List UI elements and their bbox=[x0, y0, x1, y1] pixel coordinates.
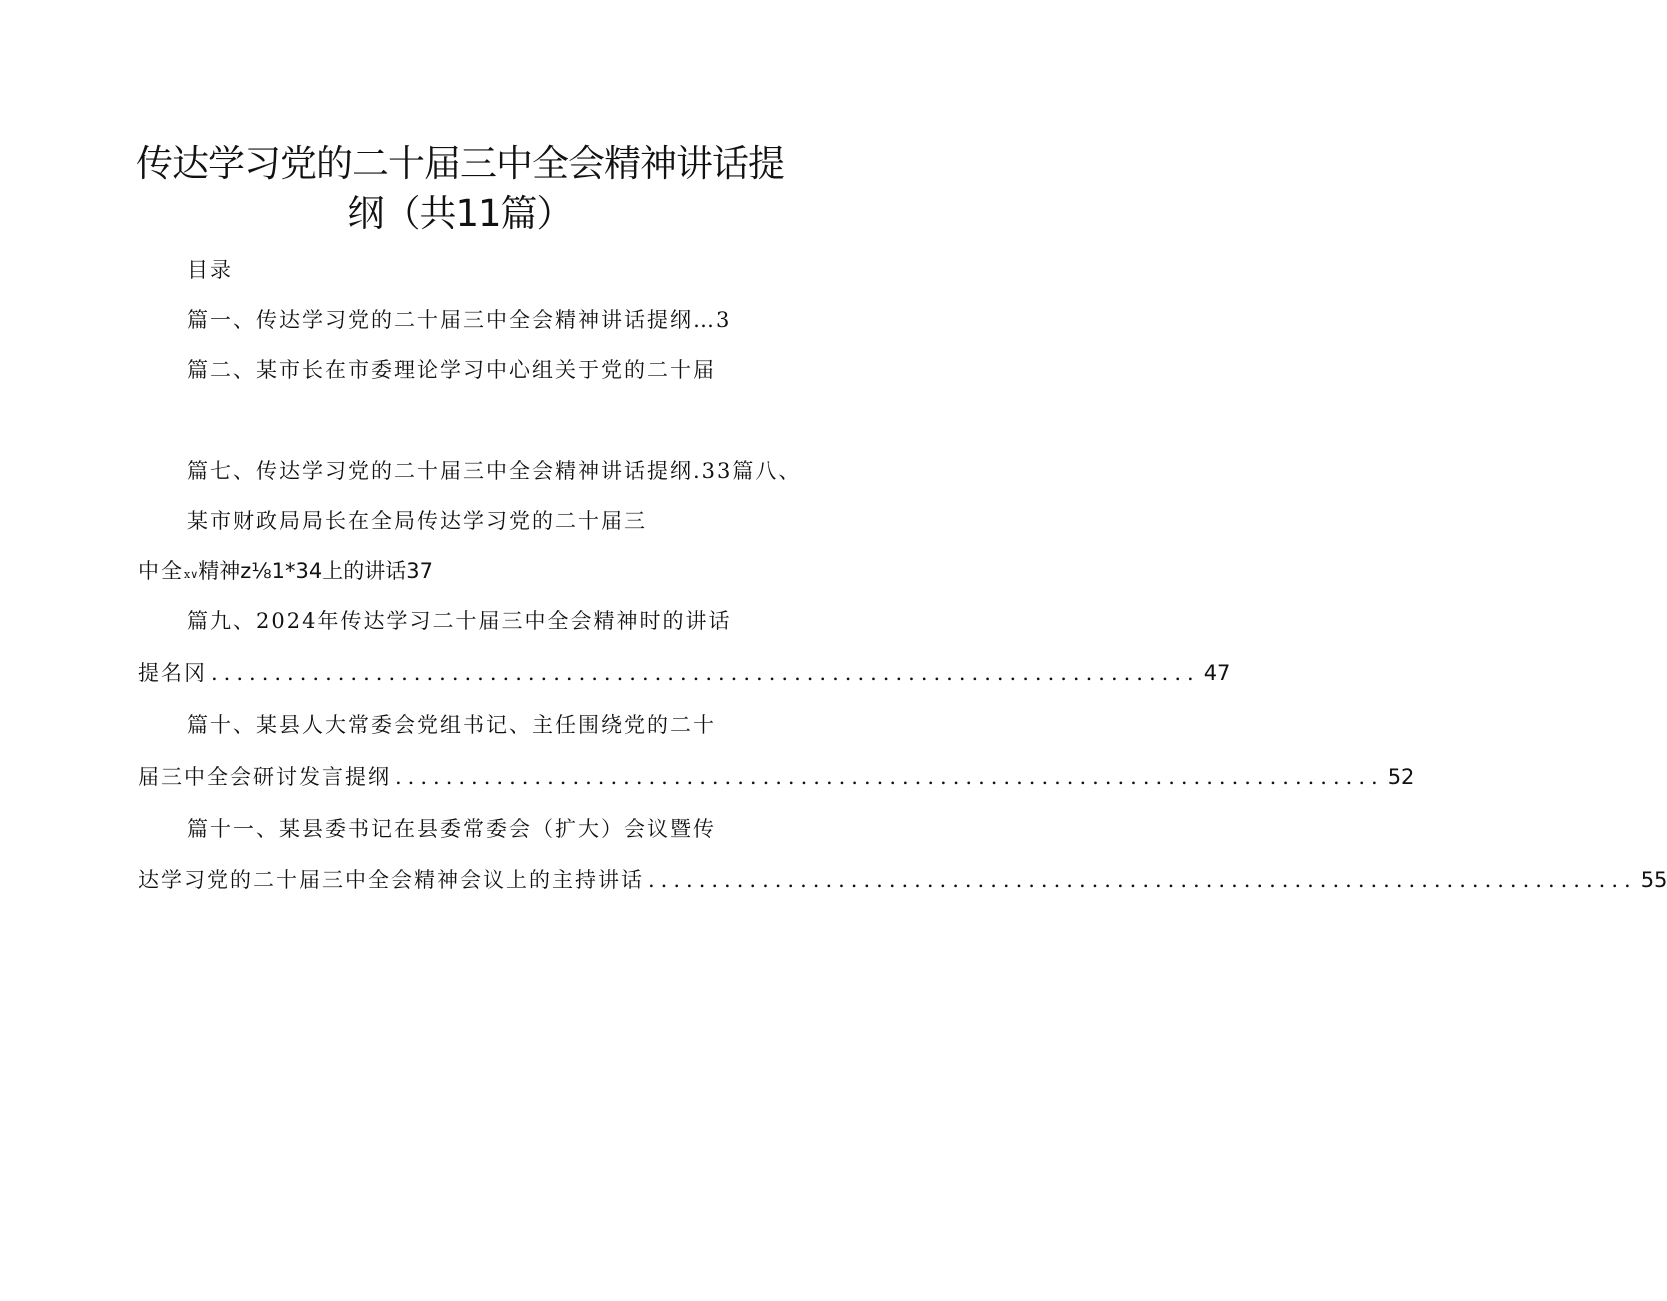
toc-entry-10-text: 届三中全会研讨发言提纲 bbox=[138, 765, 391, 789]
toc-leader-dots: .............................................................................. bbox=[395, 765, 1384, 789]
toc-entry-8-line-2 bbox=[138, 555, 433, 585]
document-title-line-2: 纲（共11篇） bbox=[347, 192, 573, 235]
toc-entry-9-line-1: 篇九、2024年传达学习二十届三中全会精神时的讲话 bbox=[187, 609, 732, 633]
toc-entry-11-line-1: 篇十一、某县委书记在县委常委会（扩大）会议暨传 bbox=[187, 817, 716, 841]
toc-leader-dots: .............................................................................. bbox=[648, 868, 1637, 892]
toc-entry-2: 篇二、某市长在市委理论学习中心组关于党的二十届 bbox=[187, 358, 716, 382]
toc-page-number: 52 bbox=[1387, 765, 1415, 789]
toc-leader-dots: .............................................................................. bbox=[211, 661, 1200, 685]
toc-entry-8-text-a: 中全 bbox=[138, 559, 184, 583]
toc-entry-8-garbled-mark: x∨ bbox=[184, 568, 199, 581]
toc-entry-9-text: 提名冈 bbox=[138, 661, 207, 685]
toc-page-number: 47 bbox=[1203, 661, 1231, 685]
toc-entry-10-line-2 bbox=[138, 761, 1415, 791]
toc-entry-7: 篇七、传达学习党的二十届三中全会精神讲话提纲.33篇八、 bbox=[187, 459, 802, 483]
toc-entry-1: 篇一、传达学习党的二十届三中全会精神讲话提纲…3 bbox=[187, 308, 732, 332]
toc-entry-10-line-1: 篇十、某县人大常委会党组书记、主任围绕党的二十 bbox=[187, 713, 716, 737]
toc-entry-11-text: 达学习党的二十届三中全会精神会议上的主持讲话 bbox=[138, 868, 644, 892]
document-title-line-1: 传达学习党的二十届三中全会精神讲话提 bbox=[136, 142, 784, 185]
toc-entry-8-line-1: 某市财政局局长在全局传达学习党的二十届三 bbox=[187, 509, 647, 533]
toc-entry-8-text-b: 精神z⅛1*34上的讲话37 bbox=[198, 559, 433, 583]
toc-entry-9-line-2 bbox=[138, 657, 1231, 687]
toc-heading: 目录 bbox=[187, 258, 233, 282]
toc-entry-11-line-2 bbox=[138, 864, 1667, 894]
toc-page-number: 55 bbox=[1640, 868, 1667, 892]
